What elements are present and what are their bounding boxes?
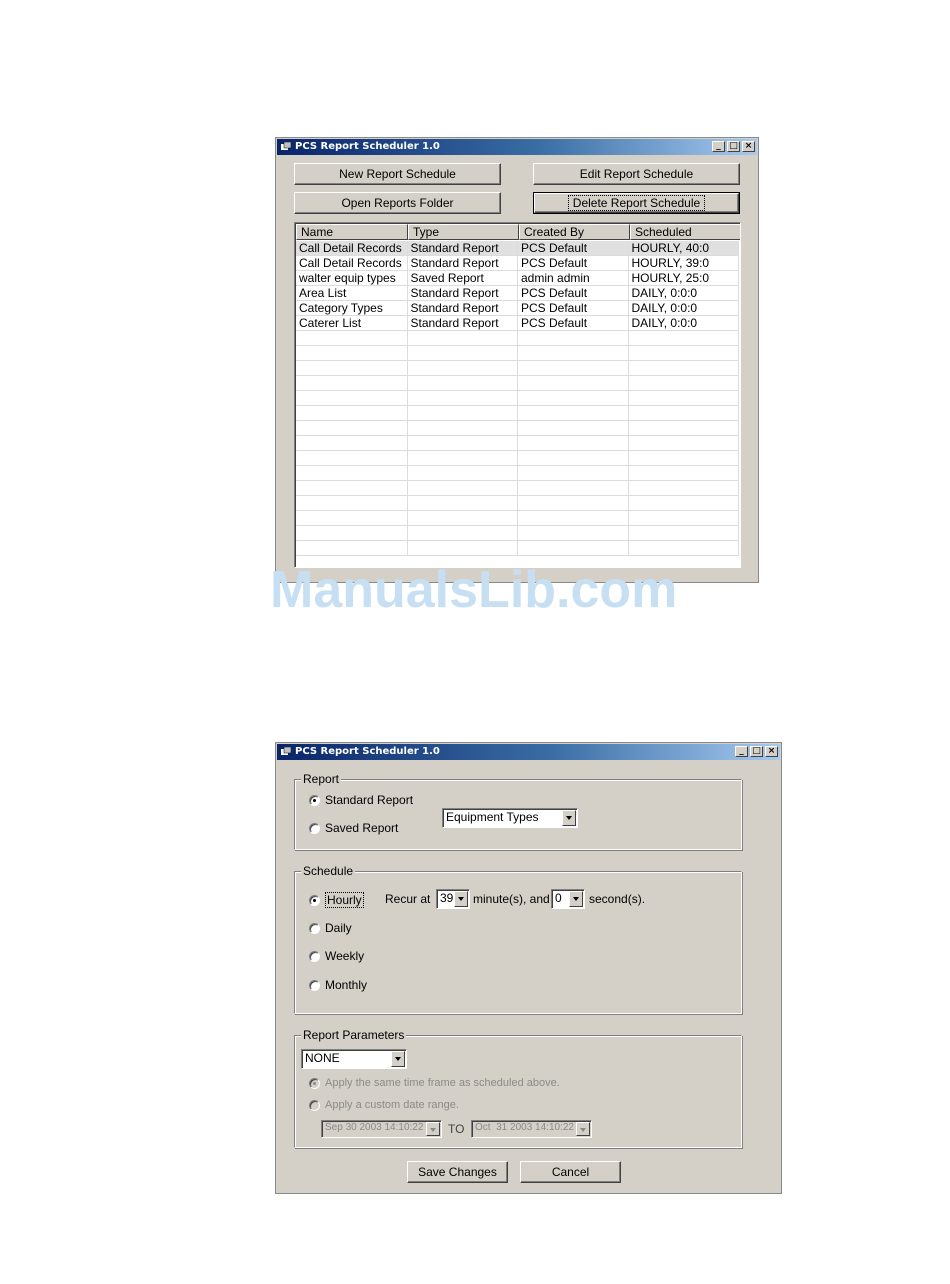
cell-name: [296, 346, 408, 360]
chevron-down-icon[interactable]: [454, 891, 468, 907]
hourly-radio-dot[interactable]: [309, 895, 320, 906]
minimize-icon[interactable]: _: [735, 746, 748, 757]
cell-scheduled: [629, 466, 740, 480]
cell-type: [408, 436, 519, 450]
monthly-label: Monthly: [325, 978, 368, 992]
column-header-created-by[interactable]: Created By: [519, 224, 630, 240]
chevron-down-icon[interactable]: [569, 891, 583, 907]
table-row[interactable]: [296, 541, 739, 556]
cell-scheduled: DAILY, 0:0:0: [629, 301, 740, 315]
report-parameters-select-value: NONE: [305, 1051, 340, 1065]
same-time-frame-radio-dot[interactable]: [309, 1078, 320, 1089]
table-row[interactable]: [296, 301, 739, 316]
table-row[interactable]: [296, 496, 739, 511]
cell-created-by: [518, 421, 629, 435]
custom-date-range-label: Apply a custom date range.: [325, 1099, 459, 1111]
saved-report-radio-dot[interactable]: [309, 823, 320, 834]
cell-type: Standard Report: [408, 241, 519, 255]
cell-name: Caterer List: [296, 316, 408, 330]
edit-report-schedule-button[interactable]: Edit Report Schedule: [533, 163, 740, 185]
custom-date-range-radio-dot[interactable]: [309, 1100, 320, 1111]
report-schedule-editor-window: [275, 742, 782, 1194]
seconds-select-value: 0: [555, 891, 562, 905]
hourly-label: Hourly: [327, 893, 362, 907]
cell-scheduled: [629, 421, 740, 435]
minutes-select[interactable]: [436, 889, 470, 909]
cell-type: Standard Report: [408, 286, 519, 300]
hourly-radio[interactable]: [309, 892, 364, 908]
cell-created-by: [518, 526, 629, 540]
report-schedule-list[interactable]: [294, 222, 741, 568]
cell-scheduled: DAILY, 0:0:0: [629, 286, 740, 300]
cell-scheduled: [629, 391, 740, 405]
table-row[interactable]: [296, 451, 739, 466]
table-row[interactable]: [296, 256, 739, 271]
cell-type: Saved Report: [408, 271, 519, 285]
seconds-label: second(s).: [589, 892, 646, 906]
cell-scheduled: [629, 361, 740, 375]
cell-type: [408, 511, 519, 525]
delete-report-schedule-label: Delete Report Schedule: [568, 195, 705, 211]
cell-scheduled: [629, 541, 740, 555]
cell-name: [296, 496, 408, 510]
table-row[interactable]: [296, 511, 739, 526]
seconds-select[interactable]: [551, 889, 585, 909]
report-scheduler-list-window: [275, 137, 759, 583]
column-header-type[interactable]: Type: [408, 224, 519, 240]
cell-type: [408, 481, 519, 495]
cell-scheduled: HOURLY, 40:0: [629, 241, 740, 255]
cell-type: Standard Report: [408, 316, 519, 330]
cell-name: Call Detail Records: [296, 256, 408, 270]
title-bar[interactable]: [277, 139, 757, 155]
date-to-select[interactable]: [471, 1120, 592, 1138]
monthly-radio-dot[interactable]: [309, 980, 320, 991]
schedule-group-legend: Schedule: [303, 864, 354, 878]
cell-created-by: PCS Default: [518, 241, 629, 255]
new-report-schedule-button[interactable]: New Report Schedule: [294, 163, 501, 185]
cell-name: [296, 376, 408, 390]
cell-scheduled: [629, 511, 740, 525]
report-parameters-select[interactable]: [301, 1049, 407, 1069]
chevron-down-icon[interactable]: [562, 810, 576, 826]
table-row[interactable]: [296, 331, 739, 346]
table-row[interactable]: [296, 481, 739, 496]
cell-name: [296, 406, 408, 420]
custom-date-range-radio[interactable]: [309, 1099, 459, 1111]
cell-scheduled: [629, 346, 740, 360]
cell-type: [408, 541, 519, 555]
table-row[interactable]: [296, 406, 739, 421]
cell-scheduled: [629, 481, 740, 495]
chevron-down-icon[interactable]: [426, 1122, 440, 1136]
cell-name: Area List: [296, 286, 408, 300]
same-time-frame-label: Apply the same time frame as scheduled above.: [325, 1077, 560, 1089]
cell-created-by: [518, 331, 629, 345]
title-bar[interactable]: [277, 744, 780, 760]
cell-scheduled: [629, 331, 740, 345]
chevron-down-icon[interactable]: [391, 1051, 405, 1067]
maximize-icon[interactable]: □: [750, 746, 763, 757]
column-header-scheduled[interactable]: Scheduled: [630, 224, 741, 240]
cell-type: [408, 391, 519, 405]
window-title: PCS Report Scheduler 1.0: [295, 141, 440, 152]
standard-report-radio-dot[interactable]: [309, 795, 320, 806]
watermark: ManualsLib.com: [270, 561, 678, 619]
saved-report-radio[interactable]: [309, 821, 398, 835]
standard-report-radio[interactable]: [309, 793, 413, 807]
saved-report-label: Saved Report: [325, 821, 399, 835]
open-reports-folder-button[interactable]: Open Reports Folder: [294, 192, 501, 214]
cell-name: [296, 511, 408, 525]
app-icon: [281, 747, 291, 757]
close-icon[interactable]: ×: [765, 746, 778, 757]
report-select[interactable]: [442, 808, 578, 828]
window-title: PCS Report Scheduler 1.0: [295, 746, 440, 757]
table-row[interactable]: [296, 361, 739, 376]
cell-type: Standard Report: [408, 301, 519, 315]
cell-scheduled: [629, 436, 740, 450]
cell-created-by: [518, 511, 629, 525]
cell-type: [408, 331, 519, 345]
cell-name: [296, 481, 408, 495]
cell-scheduled: [629, 526, 740, 540]
cell-type: [408, 406, 519, 420]
cell-type: [408, 346, 519, 360]
report-parameters-legend: Report Parameters: [303, 1028, 405, 1042]
cell-type: [408, 496, 519, 510]
cell-name: [296, 421, 408, 435]
same-time-frame-radio[interactable]: [309, 1077, 560, 1089]
table-row[interactable]: [296, 316, 739, 331]
table-row[interactable]: [296, 286, 739, 301]
save-changes-button[interactable]: Save Changes: [407, 1161, 508, 1183]
date-from-select[interactable]: [321, 1120, 442, 1138]
cell-created-by: admin admin: [518, 271, 629, 285]
cell-created-by: [518, 466, 629, 480]
cell-created-by: [518, 451, 629, 465]
table-row[interactable]: [296, 241, 739, 256]
cell-type: [408, 466, 519, 480]
cell-created-by: [518, 481, 629, 495]
cell-name: walter equip types: [296, 271, 408, 285]
cell-type: [408, 361, 519, 375]
cell-name: Category Types: [296, 301, 408, 315]
list-header: [296, 224, 741, 240]
weekly-radio[interactable]: [309, 949, 364, 963]
table-row[interactable]: [296, 436, 739, 451]
report-select-value: Equipment Types: [446, 810, 539, 824]
cell-scheduled: [629, 496, 740, 510]
maximize-icon[interactable]: □: [727, 141, 740, 152]
cell-name: [296, 466, 408, 480]
table-row[interactable]: [296, 271, 739, 286]
standard-report-label: Standard Report: [325, 793, 414, 807]
cell-type: [408, 526, 519, 540]
app-icon: [281, 142, 291, 152]
date-from-value: Sep 30 2003 14:10:22: [325, 1122, 424, 1133]
cell-created-by: [518, 346, 629, 360]
cell-created-by: [518, 436, 629, 450]
cancel-button[interactable]: Cancel: [520, 1161, 621, 1183]
table-row[interactable]: [296, 421, 739, 436]
recur-at-label: Recur at: [385, 892, 431, 906]
daily-radio-dot[interactable]: [309, 923, 320, 934]
cell-created-by: PCS Default: [518, 286, 629, 300]
date-to-label: TO: [448, 1122, 465, 1136]
cell-name: [296, 541, 408, 555]
cell-name: [296, 361, 408, 375]
cell-scheduled: [629, 406, 740, 420]
date-to-value: Oct 31 2003 14:10:22: [475, 1122, 574, 1133]
table-row[interactable]: [296, 526, 739, 541]
table-row[interactable]: [296, 466, 739, 481]
cell-created-by: [518, 541, 629, 555]
column-header-name[interactable]: Name: [296, 224, 408, 240]
daily-radio[interactable]: [309, 921, 352, 935]
minimize-icon[interactable]: _: [712, 141, 725, 152]
chevron-down-icon[interactable]: [576, 1122, 590, 1136]
cell-type: Standard Report: [408, 256, 519, 270]
cell-created-by: PCS Default: [518, 316, 629, 330]
cell-created-by: PCS Default: [518, 256, 629, 270]
minutes-label: minute(s), and: [473, 892, 550, 906]
cell-created-by: [518, 391, 629, 405]
cell-created-by: [518, 496, 629, 510]
cell-scheduled: HOURLY, 39:0: [629, 256, 740, 270]
cell-type: [408, 376, 519, 390]
cell-created-by: PCS Default: [518, 301, 629, 315]
weekly-radio-dot[interactable]: [309, 951, 320, 962]
cell-created-by: [518, 376, 629, 390]
minutes-select-value: 39: [440, 891, 454, 905]
daily-label: Daily: [325, 921, 352, 935]
cell-scheduled: HOURLY, 25:0: [629, 271, 740, 285]
cell-created-by: [518, 361, 629, 375]
list-rows: [296, 241, 739, 556]
table-row[interactable]: [296, 391, 739, 406]
cell-name: [296, 436, 408, 450]
cell-name: [296, 331, 408, 345]
cell-scheduled: [629, 376, 740, 390]
table-row[interactable]: [296, 346, 739, 361]
cell-created-by: [518, 406, 629, 420]
cell-name: Call Detail Records: [296, 241, 408, 255]
cell-name: [296, 451, 408, 465]
weekly-label: Weekly: [325, 949, 365, 963]
cell-scheduled: [629, 451, 740, 465]
table-row[interactable]: [296, 376, 739, 391]
cell-name: [296, 526, 408, 540]
delete-report-schedule-button[interactable]: [534, 193, 739, 213]
cell-name: [296, 391, 408, 405]
report-group-legend: Report: [303, 772, 340, 786]
monthly-radio[interactable]: [309, 978, 367, 992]
cell-scheduled: DAILY, 0:0:0: [629, 316, 740, 330]
cell-type: [408, 451, 519, 465]
close-icon[interactable]: ×: [742, 141, 755, 152]
cell-type: [408, 421, 519, 435]
